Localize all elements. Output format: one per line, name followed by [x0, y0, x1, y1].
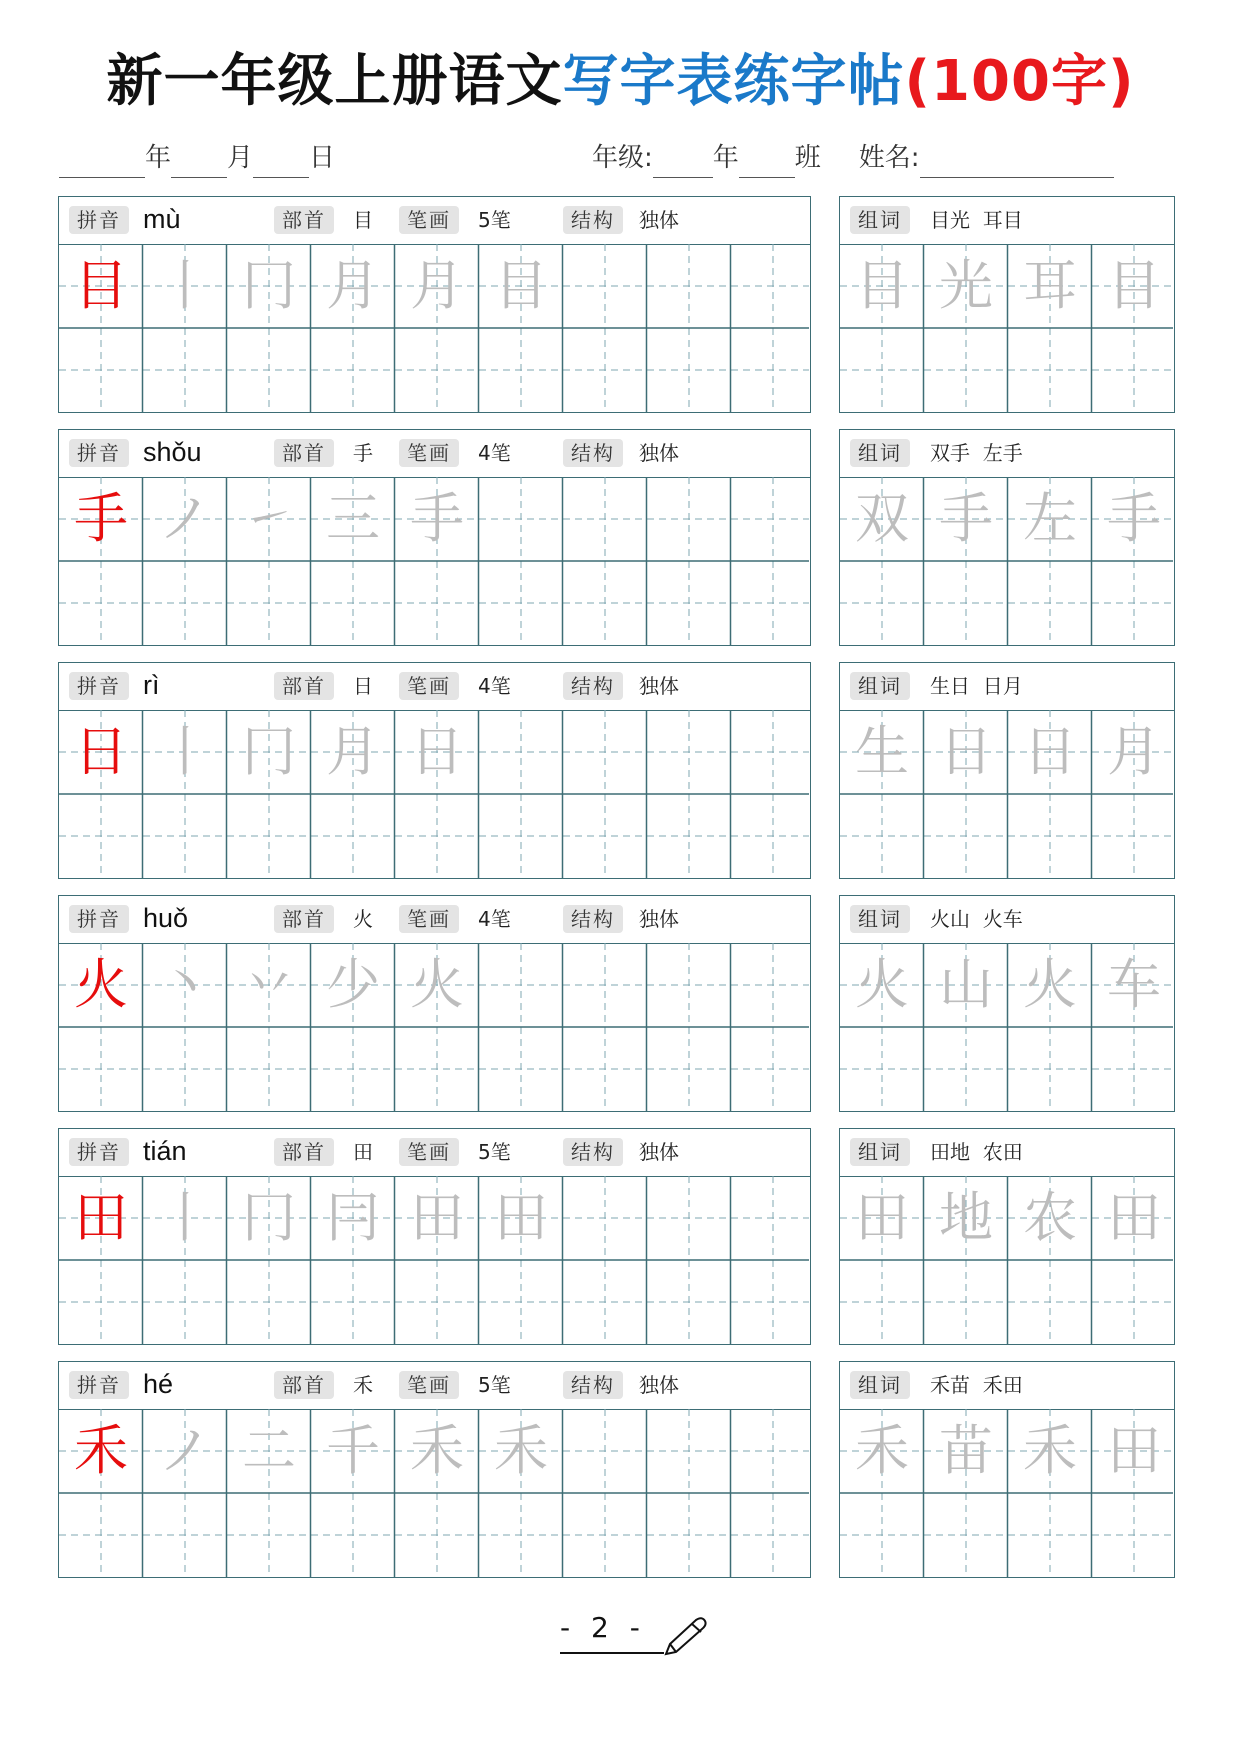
- radical-value: 火: [353, 907, 373, 931]
- pinyin-tag: 拼音: [69, 905, 129, 933]
- title-part-2: 写字表练字帖: [562, 49, 905, 114]
- radical-value: 禾: [353, 1373, 373, 1397]
- grade-blank[interactable]: [653, 147, 713, 178]
- structure-tag: 结构: [563, 1138, 623, 1166]
- word-card: [839, 429, 1175, 646]
- stroke-order-step: 田: [494, 1186, 548, 1249]
- word-trace-character: 双: [855, 487, 909, 550]
- word-card: [839, 1128, 1175, 1345]
- stroke-order-step: 手: [410, 487, 464, 550]
- character-card: [58, 429, 811, 646]
- word-writing-grid[interactable]: [840, 1409, 1173, 1581]
- word-info-bar: [840, 663, 1174, 711]
- radical-tag: 部首: [274, 206, 334, 234]
- words-tag: 组词: [850, 206, 910, 234]
- structure-value: 独体: [639, 208, 679, 232]
- stroke-order-step: 月: [326, 254, 380, 317]
- stroke-order-step: 三: [326, 487, 380, 550]
- stroke-order-step: ノ: [158, 1419, 212, 1482]
- word-trace-character: 手: [939, 487, 993, 550]
- stroke-order-step: 月: [410, 254, 464, 317]
- character-card: [58, 662, 811, 879]
- strokes-tag: 笔画: [399, 1371, 459, 1399]
- structure-tag: 结构: [563, 672, 623, 700]
- radical-value: 目: [353, 208, 373, 232]
- structure-tag: 结构: [563, 206, 623, 234]
- word-trace-character: 田: [1107, 1186, 1161, 1249]
- words-value: 禾苗 禾田: [930, 1373, 1023, 1397]
- structure-value: 独体: [639, 907, 679, 931]
- writing-grid[interactable]: [59, 477, 809, 649]
- stroke-order-step: ㇀: [242, 487, 296, 550]
- stroke-order-step: 月: [326, 720, 380, 783]
- strokes-value: 4笔: [478, 907, 511, 931]
- words-tag: 组词: [850, 439, 910, 467]
- word-trace-character: 田: [855, 1186, 909, 1249]
- pinyin-tag: 拼音: [69, 439, 129, 467]
- stroke-order-step: 丷: [242, 953, 296, 1016]
- radical-tag: 部首: [274, 1371, 334, 1399]
- month-label: 月: [227, 143, 254, 173]
- character-info-bar: [59, 1129, 810, 1177]
- writing-grid[interactable]: [59, 244, 809, 416]
- stroke-order-step: 千: [326, 1419, 380, 1482]
- stroke-order-step: 目: [494, 254, 548, 317]
- day-blank[interactable]: [253, 147, 309, 178]
- pinyin-value: hé: [143, 1369, 174, 1399]
- word-trace-character: 手: [1107, 487, 1161, 550]
- word-writing-grid[interactable]: [840, 1176, 1173, 1348]
- pinyin-value: rì: [143, 670, 160, 700]
- word-trace-character: 耳: [1023, 254, 1077, 317]
- radical-value: 田: [353, 1140, 373, 1164]
- radical-value: 手: [353, 441, 373, 465]
- words-value: 田地 农田: [930, 1140, 1023, 1164]
- word-trace-character: 目: [855, 254, 909, 317]
- structure-tag: 结构: [563, 1371, 623, 1399]
- grade-unit: 年: [712, 143, 739, 173]
- strokes-tag: 笔画: [399, 672, 459, 700]
- pinyin-tag: 拼音: [69, 672, 129, 700]
- word-trace-character: 光: [939, 254, 993, 317]
- stroke-order-step: 冂: [242, 720, 296, 783]
- model-character: 目: [74, 254, 128, 317]
- word-trace-character: 禾: [855, 1419, 909, 1482]
- page-number: - 2 -: [560, 1611, 646, 1644]
- model-character: 手: [74, 487, 128, 550]
- stroke-order-step: 少: [326, 953, 380, 1016]
- strokes-value: 5笔: [478, 208, 511, 232]
- word-trace-character: 日: [939, 720, 993, 783]
- strokes-tag: 笔画: [399, 206, 459, 234]
- words-value: 双手 左手: [930, 441, 1023, 465]
- stroke-order-step: 冂: [242, 1186, 296, 1249]
- word-card: [839, 1361, 1175, 1578]
- stroke-order-step: 丨: [158, 254, 212, 317]
- word-trace-character: 苗: [939, 1419, 993, 1482]
- strokes-value: 5笔: [478, 1140, 511, 1164]
- structure-value: 独体: [639, 674, 679, 698]
- radical-tag: 部首: [274, 905, 334, 933]
- character-info-bar: [59, 197, 810, 245]
- word-trace-character: 目: [1107, 254, 1161, 317]
- words-tag: 组词: [850, 905, 910, 933]
- name-blank[interactable]: [920, 147, 1114, 178]
- structure-value: 独体: [639, 1140, 679, 1164]
- word-info-bar: [840, 430, 1174, 478]
- word-trace-character: 左: [1023, 487, 1077, 550]
- strokes-value: 5笔: [478, 1373, 511, 1397]
- structure-value: 独体: [639, 441, 679, 465]
- model-character: 田: [74, 1186, 128, 1249]
- pinyin-value: shǒu: [143, 437, 202, 467]
- word-writing-grid[interactable]: [840, 244, 1173, 416]
- character-card: [58, 895, 811, 1112]
- year-blank[interactable]: [59, 147, 145, 178]
- writing-grid[interactable]: [59, 710, 809, 882]
- month-blank[interactable]: [171, 147, 227, 178]
- day-label: 日: [309, 143, 336, 173]
- word-trace-character: 日: [1023, 720, 1077, 783]
- pinyin-value: huǒ: [143, 903, 189, 933]
- radical-tag: 部首: [274, 439, 334, 467]
- radical-tag: 部首: [274, 1138, 334, 1166]
- stroke-order-step: 二: [242, 1419, 296, 1482]
- stroke-order-step: 丶: [158, 953, 212, 1016]
- word-writing-grid[interactable]: [840, 710, 1173, 882]
- name-label: 姓名:: [858, 143, 920, 173]
- pinyin-tag: 拼音: [69, 1371, 129, 1399]
- structure-tag: 结构: [563, 905, 623, 933]
- word-trace-character: 禾: [1023, 1419, 1077, 1482]
- word-info-bar: [840, 1362, 1174, 1410]
- class-blank[interactable]: [739, 147, 795, 178]
- words-tag: 组词: [850, 1138, 910, 1166]
- word-info-bar: [840, 197, 1174, 245]
- year-label: 年: [145, 143, 172, 173]
- word-trace-character: 生: [855, 720, 909, 783]
- pinyin-tag: 拼音: [69, 206, 129, 234]
- structure-value: 独体: [639, 1373, 679, 1397]
- word-trace-character: 地: [939, 1186, 993, 1249]
- words-value: 目光 耳目: [930, 208, 1023, 232]
- character-info-bar: [59, 896, 810, 944]
- word-trace-character: 农: [1023, 1186, 1077, 1249]
- word-card: [839, 196, 1175, 413]
- model-character: 禾: [74, 1419, 128, 1482]
- character-info-bar: [59, 663, 810, 711]
- pen-icon: [660, 1616, 708, 1658]
- character-info-bar: [59, 1362, 810, 1410]
- stroke-order-step: 丨: [158, 720, 212, 783]
- stroke-order-step: 丨: [158, 1186, 212, 1249]
- word-card: [839, 662, 1175, 879]
- words-value: 生日 日月: [930, 674, 1023, 698]
- character-card: [58, 1128, 811, 1345]
- stroke-order-step: ノ: [158, 487, 212, 550]
- writing-grid[interactable]: [59, 1176, 809, 1348]
- word-trace-character: 火: [855, 953, 909, 1016]
- word-info-bar: [840, 896, 1174, 944]
- pinyin-value: tián: [143, 1136, 187, 1166]
- stroke-order-step: 日: [410, 720, 464, 783]
- radical-tag: 部首: [274, 672, 334, 700]
- words-value: 火山 火车: [930, 907, 1023, 931]
- class-unit: 班: [794, 143, 821, 173]
- model-character: 火: [74, 953, 128, 1016]
- title-part-3: (100字): [904, 49, 1135, 114]
- stroke-order-step: 田: [410, 1186, 464, 1249]
- character-card: [58, 1361, 811, 1578]
- word-trace-character: 火: [1023, 953, 1077, 1016]
- stroke-order-step: 火: [410, 953, 464, 1016]
- stroke-order-step: 禾: [410, 1419, 464, 1482]
- word-info-bar: [840, 1129, 1174, 1177]
- strokes-tag: 笔画: [399, 439, 459, 467]
- strokes-tag: 笔画: [399, 1138, 459, 1166]
- strokes-value: 4笔: [478, 441, 511, 465]
- model-character: 日: [74, 720, 128, 783]
- student-line: [592, 138, 1114, 178]
- writing-grid[interactable]: [59, 943, 809, 1115]
- word-writing-grid[interactable]: [840, 943, 1173, 1115]
- stroke-order-step: 冂: [242, 254, 296, 317]
- date-line: [59, 138, 335, 178]
- writing-grid[interactable]: [59, 1409, 809, 1581]
- title-part-1: 新一年级上册语文: [106, 49, 563, 114]
- page-title: [0, 44, 1241, 120]
- word-trace-character: 车: [1107, 953, 1161, 1016]
- stroke-order-step: 冃: [326, 1186, 380, 1249]
- pinyin-value: mù: [143, 204, 181, 234]
- word-trace-character: 月: [1107, 720, 1161, 783]
- words-tag: 组词: [850, 1371, 910, 1399]
- character-card: [58, 196, 811, 413]
- strokes-value: 4笔: [478, 674, 511, 698]
- stroke-order-step: 禾: [494, 1419, 548, 1482]
- grade-label: 年级:: [592, 143, 653, 173]
- page-number-underline: [560, 1652, 664, 1654]
- word-card: [839, 895, 1175, 1112]
- word-trace-character: 田: [1107, 1419, 1161, 1482]
- words-tag: 组词: [850, 672, 910, 700]
- structure-tag: 结构: [563, 439, 623, 467]
- radical-value: 日: [353, 674, 373, 698]
- word-writing-grid[interactable]: [840, 477, 1173, 649]
- pinyin-tag: 拼音: [69, 1138, 129, 1166]
- strokes-tag: 笔画: [399, 905, 459, 933]
- word-trace-character: 山: [939, 953, 993, 1016]
- character-info-bar: [59, 430, 810, 478]
